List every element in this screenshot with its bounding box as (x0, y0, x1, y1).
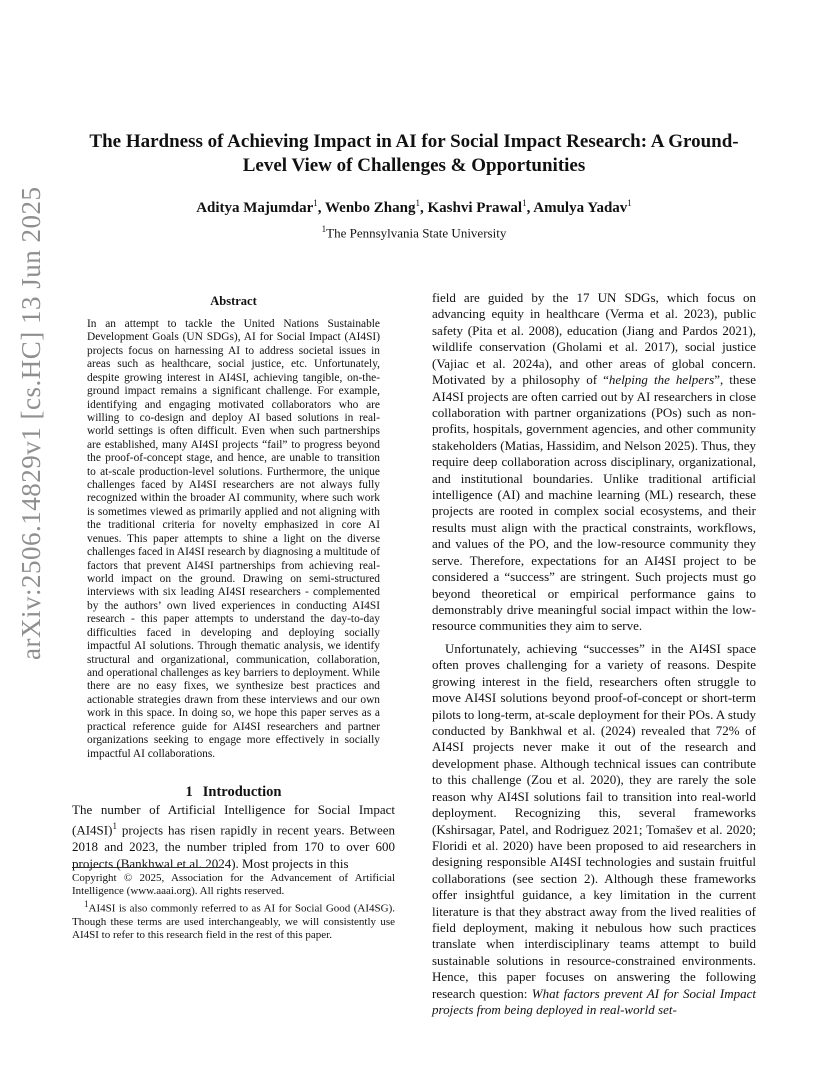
body-text: Unfortunately, achieving “successes” in the AI4SI space often proves challenging for a variety of reasons. Despite growing interest in the field, researchers often struggle to move AI4SI solutions beyond proof-of-concept or short-term pilots to long-term, at-scale deployment for their POs. A study conducted by Bankhwal et al. (2024) revealed that 72% of AI4SI projects never make it out of the research and development phase. Although technical issues can contribute to this challenge (Zou et al. 2020), they are rarely the sole reason why AI4SI solutions fail to transition into real-world deployment. Recognizing this, several frameworks (Kshirsagar, Patel, and Rodriguez 2021; Tomašev et al. 2020; Floridi et al. 2020) have been proposed to aid researchers in designing responsible AI4SI technologies and sustain fruitful collaborations (see section 2). Although these frameworks offer insightful guidance, a key limitation in the current literature is that they abstract away from the lived realities of field deployment, making it nebulous how such practices translate when interdisciplinary teams attempt to build sustainable solutions in resource-constrained environments. Hence, this paper focuses on answering the following research question: (432, 640, 756, 1001)
body-paragraph (432, 641, 756, 1019)
intro-text-continued: projects has risen rapidly in recent years. Between 2018 and 2023, the number tripled from 170 to over 600 projects (Bankhwal et al. 2024). Most projects in this (72, 822, 395, 871)
author-name: Amulya Yadav (533, 200, 628, 216)
right-column (432, 290, 756, 1019)
author-name: Aditya Majumdar (196, 200, 314, 216)
author-affiliation-mark: 1 (313, 198, 318, 208)
author-affiliation-mark: 1 (522, 198, 527, 208)
footnote-1-text: AI4SI is also commonly referred to as AI for Social Good (AI4SG). Though these terms are used interchangeably, we will consistently use AI4SI to refer to this research field in the rest of this paper. (72, 902, 395, 941)
body-emphasis: helping the helpers (608, 372, 715, 388)
body-text: field are guided by the 17 UN SDGs, which focus on advancing equity in healthcare (Verma et al. 2023), public safety (Pita et al. 2008), education (Jiang and Pardos 2021), wildlife conservation (Gholami et al. 2017), social justice (Vajiac et al. 2024a), and other areas of global concern. Motivated by a philosophy of “ (432, 290, 756, 388)
section-title: Introduction (202, 784, 282, 800)
section-heading-introduction (72, 783, 395, 801)
section-number: 1 (185, 784, 193, 800)
abstract-text: In an attempt to tackle the United Nations Sustainable Development Goals (UN SDGs), AI for Social Impact (AI4SI) projects focus on harnessing AI to address societal issues in areas such as healthcare, social justice, etc. Unfortunately, despite growing interest in AI4SI, achieving tangible, on-the-ground impact remains a significant challenge. For example, identifying and engaging motivated collaborators who are willing to co-design and deploy AI based solutions in real-world settings is often difficult. Even when such partnerships are established, many AI4SI projects “fail” to progress beyond the proof-of-concept stage, and hence, are unable to transition to at-scale production-level solutions. Furthermore, the unique challenges faced by AI4SI researchers are not always fully recognized within the broader AI community, where such work is sometimes viewed as primarily applied and not aligning with the traditional criteria for novelty emphasized in core AI venues. This paper attempts to shine a light on the diverse challenges faced in AI4SI research by diagnosing a multitude of factors that prevent AI4SI partnerships from achieving real-world impact on the ground. Drawing on semi-structured interviews with six leading AI4SI researchers - complemented by the authors’ own lived experiences in conducting AI4SI research - this paper attempts to understand the day-to-day difficulties faced in developing and deploying socially impactful AI solutions. Through thematic analysis, we identify structural and organizational, communication, collaboration, and operational challenges as key barriers to deployment. While there are no easy fixes, we synthesize best practices and actionable strategies drawn from these interviews and our own work in this space. In doing so, we hope this paper serves as a practical reference guide for AI4SI researchers and partner organizations seeking to engage more effectively in socially impactful AI collaborations. (87, 318, 380, 760)
affiliation-name: The Pennsylvania State University (326, 225, 507, 241)
body-paragraph (432, 290, 756, 635)
author-separator: , (317, 200, 325, 216)
paper-title: The Hardness of Achieving Impact in AI for Social Impact Research: A Ground-Level View of Challenges & Opportunities (89, 131, 739, 176)
footnote-1-mark: 1 (84, 899, 89, 909)
author-separator: , (526, 200, 534, 216)
body-text: ”, these AI4SI projects are often carried out by AI researchers in close collaboration with partner organizations (POs) such as non-profits, hospitals, government agencies, and other community stakeholders (Matias, Hassidim, and Nelson 2025). Thus, they require deep collaboration across disciplinary, organizational, and institutional boundaries. Unlike traditional artificial intelligence (AI) and machine learning (ML) research, these projects are rooted in complex social ecosystems, and their results must align with the practical constraints, workflows, and values of the PO, and the low-resource community they serve. Therefore, expectations for an AI4SI project to be considered a “success” are stringent. Such projects must go beyond theoretical or empirical performance gains to demonstrably drive meaningful social impact within the low-resource communities they aim to serve. (432, 372, 756, 634)
author-affiliation-mark: 1 (627, 198, 632, 208)
introduction-paragraph (72, 802, 395, 872)
author-name: Kashvi Prawal (427, 200, 523, 216)
abstract-heading: Abstract (210, 294, 257, 308)
research-question: What factors prevent AI for Social Impact projects from being deployed in real-world set- (432, 985, 756, 1018)
author-affiliation-mark: 1 (415, 198, 420, 208)
author-separator: , (419, 200, 428, 216)
footnote-divider (72, 867, 222, 868)
copyright-notice: Copyright © 2025, Association for the Advancement of Artificial Intelligence (www.aaai.org). All rights reserved. (72, 872, 395, 897)
affiliation (70, 220, 758, 242)
arxiv-stamp-text: arXiv:2506.14829v1 [cs.HC] 13 Jun 2025 (16, 186, 46, 660)
author-list (70, 193, 758, 218)
intro-text: The number of Artificial Intelligence for Social Impact (AI4SI) (72, 802, 395, 838)
footnote-1 (72, 898, 395, 942)
footnote-mark: 1 (112, 821, 117, 832)
author-name: Wenbo Zhang (325, 200, 416, 216)
footnotes (72, 872, 395, 942)
affiliation-mark: 1 (321, 224, 327, 234)
